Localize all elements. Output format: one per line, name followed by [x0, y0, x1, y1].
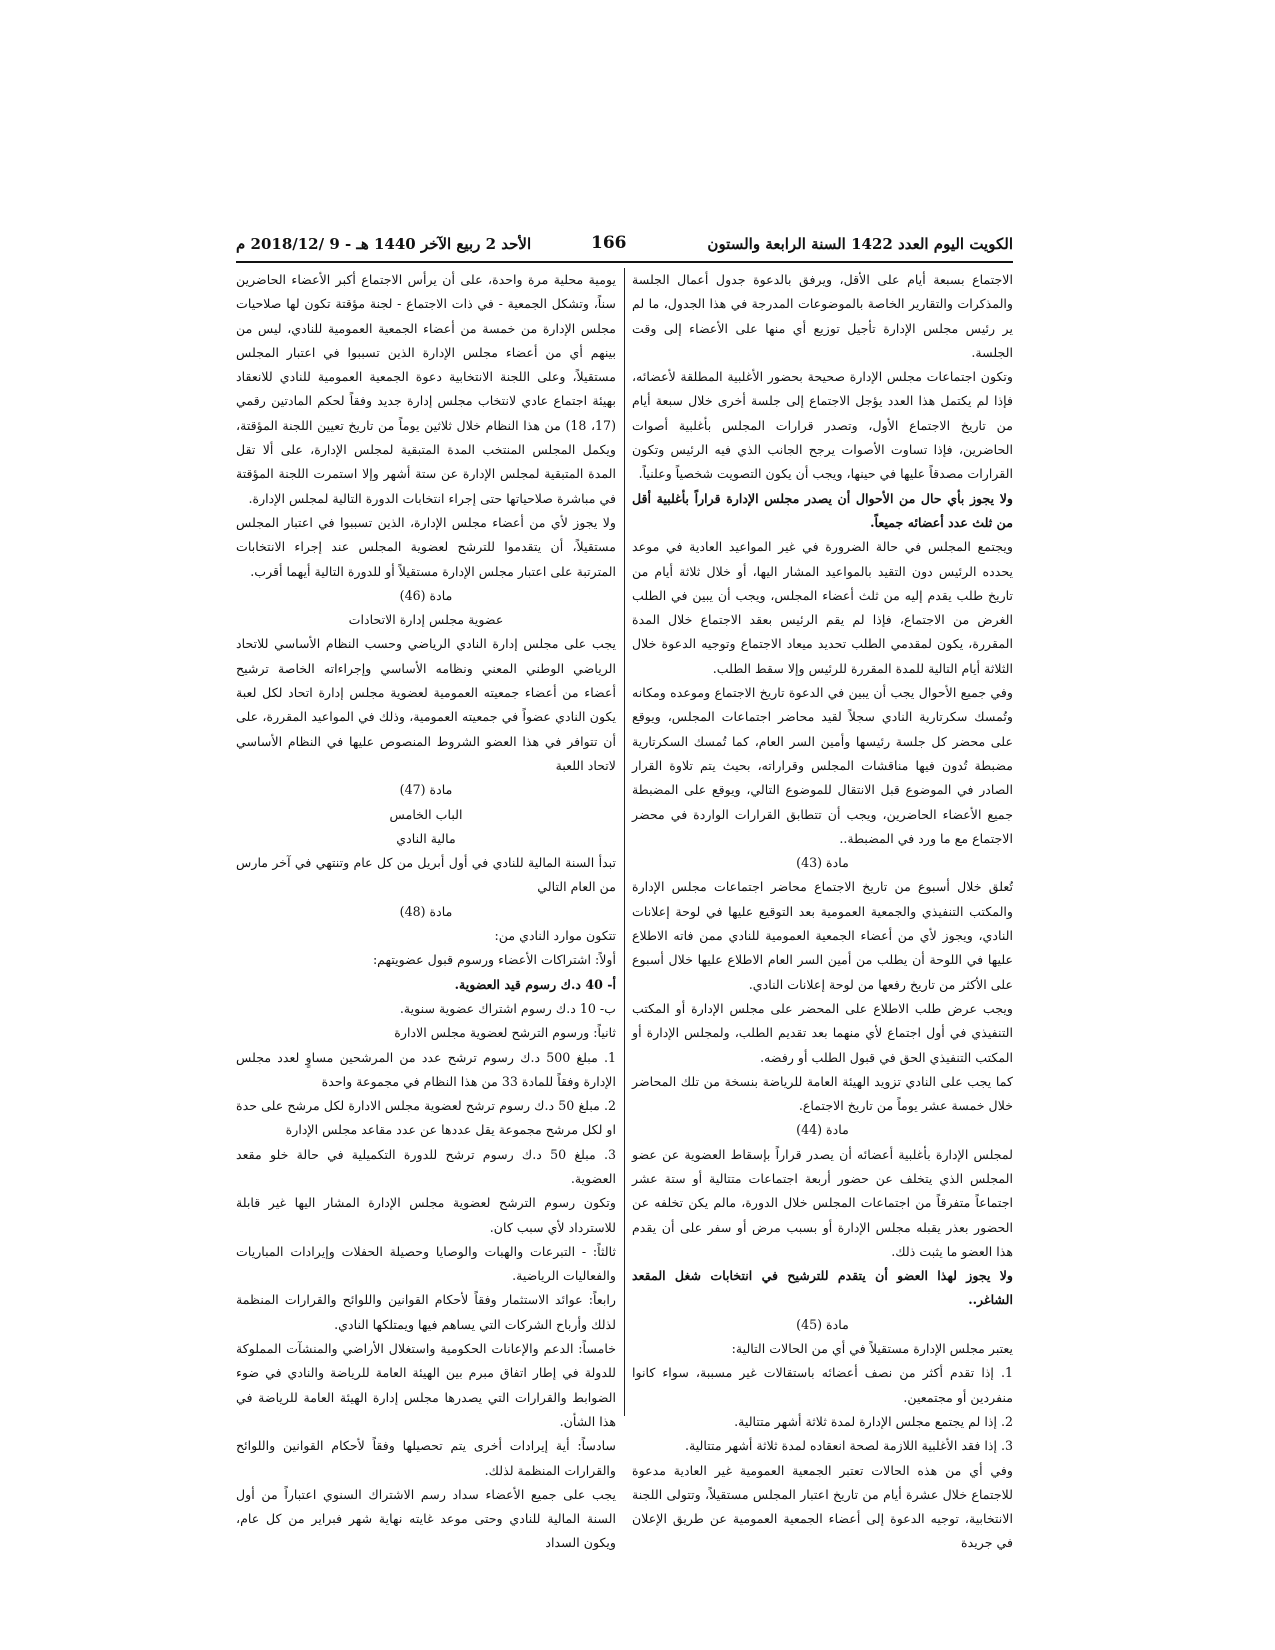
paragraph: 2. إذا لم يجتمع مجلس الإدارة لمدة ثلاثة أشهر متتالية.: [734, 1413, 1013, 1429]
paragraph: وفي جميع الأحوال يجب أن يبين في الدعوة تاريخ الاجتماع وموعده ومكانه وتُمسك سكرتارية النادي سجلاً لقيد محاضر اجتماعات المجلس، ويوقع على محضر كل جلسة رئيسها وأمين السر العام، كما تُمسك السكرتارية مضبطة تُدون فيها مناقشات المجلس وقراراته، بحيث يتم تلاوة القرار الصادر في الموضوع قبل الانتقال للموضوع التالي، ويوقع على المضبطة جميع الأعضاء الحاضرين، ويجب أن تتطابق القرارات الواردة في محضر الاجتماع مع ما ورد في المضبطة..: [632, 685, 1013, 846]
page-header: [236, 233, 1013, 257]
article-heading: مادة (45): [796, 1316, 849, 1332]
paragraph: الاجتماع بسبعة أيام على الأقل، ويرفق بالدعوة جدول أعمال الجلسة والمذكرات والتقارير الخاصة بالموضوعات المدرجة في هذا الجدول، ما لم ير رئيس مجلس الإدارة تأجيل توزيع أي منها على الأعضاء إلى وقت الجلسة.: [632, 272, 1013, 360]
paragraph: أ- 40 د.ك رسوم قيد العضوية.: [454, 976, 616, 992]
paragraph: وتكون اجتماعات مجلس الإدارة صحيحة بحضور الأغلبية المطلقة لأعضائه، فإذا لم يكتمل هذا العدد يؤجل الاجتماع إلى جلسة أخرى خلال سبعة أيام من تاريخ الاجتماع الأول، وتصدر قرارات المجلس بأغلبية أصوات الحاضرين، فإذا تساوت الأصوات يرجح الجانب الذي فيه الرئيس وتكون القرارات مصدقاً عليها في حينها، ويجب أن يكون التصويت شخصياً وعلنياً.: [632, 369, 1013, 482]
paragraph: لمجلس الإدارة بأغلبية أعضائه أن يصدر قراراً بإسقاط العضوية عن عضو المجلس الذي يتخلف عن حضور أربعة اجتماعات متتالية أو ستة عشر اجتماعاً متفرقاً من اجتماعات المجلس خلال الدورة، مالم يكن تخلفه عن الحضور بعذر يقبله مجلس الإدارة أو بسبب مرض أو سفر على أن يقدم هذا العضو ما يثبت ذلك.: [632, 1146, 1013, 1259]
paragraph: رابعاً: عوائد الاستثمار وفقاً لأحكام القوانين واللوائح والقرارات المنظمة لذلك وأرباح الشركات التي يساهم فيها ويمتلكها النادي.: [236, 1292, 616, 1332]
paragraph: يجب على جميع الأعضاء سداد رسم الاشتراك السنوي اعتباراً من أول السنة المالية للنادي وحتى موعد غايته نهاية شهر فبراير من كل عام، ويكون السداد: [236, 1486, 616, 1551]
paragraph: ولا يجوز بأي حال من الأحوال أن يصدر مجلس الإدارة قراراً بأغلبية أقل من ثلث عدد أعضائه جميعاً.: [632, 490, 1013, 530]
column-divider: [624, 268, 625, 1416]
paragraph: تبدأ السنة المالية للنادي في أول أبريل من كل عام وتنتهي في آخر مارس من العام التالي: [236, 855, 616, 895]
article-heading: مادة (44): [796, 1122, 849, 1138]
header-rule: [236, 261, 1013, 263]
article-heading: عضوية مجلس إدارة الاتحادات: [348, 612, 504, 628]
paragraph: ولا يجوز لأي من أعضاء مجلس الإدارة، الذين تسببوا في اعتبار المجلس مستقيلاً، أن يتقدموا للترشح لعضوية المجلس عند إجراء الانتخابات المترتبة على اعتبار مجلس الإدارة مستقيلاً أو للدورة التالية أيهما أقرب.: [236, 514, 616, 579]
paragraph: 3. إذا فقد الأغلبية اللازمة لصحة انعقاده لمدة ثلاثة أشهر متتالية.: [685, 1438, 1013, 1454]
article-heading: مادة (48): [399, 903, 453, 919]
left-column: [236, 268, 616, 1556]
paragraph: 2. مبلغ 50 د.ك رسوم ترشح لعضوية مجلس الادارة لكل مرشح على حدة او لكل مرشح مجموعة يقل عددها عن عدد مقاعد مجلس الإدارة: [236, 1098, 617, 1138]
article-heading: مادة (43): [796, 855, 849, 871]
paragraph: ولا يجوز لهذا العضو أن يتقدم للترشيح في انتخابات شغل المقعد الشاغر..: [632, 1268, 1013, 1308]
article-heading: مادة (47): [399, 782, 453, 798]
article-heading: الباب الخامس: [389, 806, 463, 822]
paragraph: سادساً: أية إيرادات أخرى يتم تحصيلها وفقاً لأحكام القوانين واللوائح والقرارات المنظمة لذلك.: [236, 1438, 616, 1478]
right-column: [632, 268, 1013, 1556]
paragraph: ويجب عرض طلب الاطلاع على المحضر على مجلس الإدارة أو المكتب التنفيذي في أول اجتماع لأي منهما بعد تقديم الطلب، ولمجلس الإدارة أو المكتب التنفيذي الحق في قبول الطلب أو رفضه.: [632, 1000, 1013, 1065]
header-date: الأحد 2 ربيع الآخر 1440 هـ - 9 /2018/12 م: [236, 235, 532, 253]
paragraph: وتكون رسوم الترشح لعضوية مجلس الإدارة المشار اليها غير قابلة للاسترداد لأي سبب كان.: [236, 1195, 616, 1235]
paragraph: ب- 10 د.ك رسوم اشتراك عضوية سنوية.: [399, 1000, 616, 1016]
paragraph: ويجتمع المجلس في حالة الضرورة في غير المواعيد العادية في موعد يحدده الرئيس دون التقيد بالمواعيد المشار اليها، أو خلال ثلاثة أيام من تاريخ طلب يقدم إليه من ثلث أعضاء المجلس، ويجب أن يبين في الطلب الغرض من الاجتماع، فإذا لم يقم الرئيس بعقد الاجتماع خلال المدة المقررة، يكون لمقدمي الطلب تحديد ميعاد الاجتماع وتوجيه الدعوة خلال الثلاثة أيام التالية للمدة المقررة للرئيس وإلا سقط الطلب.: [632, 539, 1013, 676]
paragraph: يعتبر مجلس الإدارة مستقيلاً في أي من الحالات التالية:: [731, 1341, 1013, 1357]
paragraph: 1. إذا تقدم أكثر من نصف أعضائه باستقالات غير مسببة، سواء كانوا منفردين أو مجتمعين.: [632, 1365, 1013, 1405]
page-number: 166: [591, 233, 627, 253]
paragraph: يجب على مجلس إدارة النادي الرياضي وحسب النظام الأساسي للاتحاد الرياضي الوطني المعني ونظامه الأساسي وإجراءاته الخاصة ترشيح أعضاء من أعضاء جمعيته العمومية لعضوية مجلس إدارة اتحاد لكل لعبة يكون النادي عضواً في جمعيته العمومية، وذلك في المواعيد المقررة، على أن تتوافر في هذا العضو الشروط المنصوص عليها في النظام الأساسي لاتحاد اللعبة: [236, 636, 616, 773]
paragraph: يومية محلية مرة واحدة، على أن يرأس الاجتماع أكبر الأعضاء الحاضرين سناً، وتشكل الجمعية - في ذات الاجتماع - لجنة مؤقتة تكون لها صلاحيات مجلس الإدارة من خمسة من أعضاء الجمعية العمومية للنادي، ليس من بينهم أي من أعضاء مجلس الإدارة الذين تسببوا في اعتبار المجلس مستقيلاً، وعلى اللجنة الانتخابية دعوة الجمعية العمومية للنادي للانعقاد بهيئة اجتماع عادي لانتخاب مجلس إدارة جديد وفقاً لحكم المادتين رقمي (17، 18) من هذا النظام خلال ثلاثين يوماً من تاريخ تعيين اللجنة المؤقتة، ويكمل المجلس المنتخب المدة المتبقية لمجلس الإدارة، على ألا تقل المدة المتبقية لمجلس الإدارة عن ستة أشهر وإلا استمرت اللجنة المؤقتة في مباشرة صلاحياتها حتى إجراء انتخابات الدورة التالية لمجلس الإدارة.: [236, 272, 616, 506]
paragraph: تُعلق خلال أسبوع من تاريخ الاجتماع محاضر اجتماعات مجلس الإدارة والمكتب التنفيذي والجمعية العمومية بعد التوقيع عليها في لوحة إعلانات النادي، ويجوز لأي من أعضاء الجمعية العمومية للنادي ممن فاته الاطلاع عليها في اللوحة أن يطلب من أمين السر العام الاطلاع عليها خلال أسبوع على الأكثر من تاريخ رفعها من لوحة إعلانات النادي.: [632, 879, 1013, 992]
header-issue: الكويت اليوم العدد 1422 السنة الرابعة والستون: [707, 235, 1013, 253]
article-heading: مالية النادي: [396, 830, 456, 846]
paragraph: أولاً: اشتراكات الأعضاء ورسوم قبول عضويتهم:: [372, 952, 616, 968]
paragraph: كما يجب على النادي تزويد الهيئة العامة للرياضة بنسخة من تلك المحاضر خلال خمسة عشر يوماً من تاريخ الاجتماع.: [632, 1073, 1013, 1114]
paragraph: ثانياً: ورسوم الترشح لعضوية مجلس الادارة: [394, 1025, 616, 1041]
paragraph: تتكون موارد النادي من:: [494, 928, 616, 944]
paragraph: خامساً: الدعم والإعانات الحكومية واستغلال الأراضي والمنشآت المملوكة للدولة في إطار اتفاق مبرم بين الهيئة العامة للرياضة والنادي في ضوء الضوابط والقرارات التي يصدرها مجلس إدارة الهيئة العامة للرياضة في هذا الشأن.: [236, 1341, 616, 1429]
paragraph: ثالثاً: - التبرعات والهبات والوصايا وحصيلة الحفلات وإيرادات المباريات والفعاليات الرياضية.: [236, 1243, 616, 1284]
paragraph: 3. مبلغ 50 د.ك رسوم ترشح للدورة التكميلية في حالة خلو مقعد العضوية.: [236, 1146, 616, 1186]
article-heading: مادة (46): [399, 587, 453, 603]
paragraph: وفي أي من هذه الحالات تعتبر الجمعية العمومية غير العادية مدعوة للاجتماع خلال عشرة أيام من تاريخ اعتبار المجلس مستقيلاً، وتتولى اللجنة الانتخابية، توجيه الدعوة إلى أعضاء الجمعية العمومية عن طريق الإعلان في جريدة: [632, 1462, 1013, 1551]
paragraph: 1. مبلغ 500 د.ك رسوم ترشح عدد من المرشحين مساوٍ لعدد مجلس الإدارة وفقاً للمادة 33 من هذا النظام في مجموعة واحدة: [236, 1049, 616, 1089]
